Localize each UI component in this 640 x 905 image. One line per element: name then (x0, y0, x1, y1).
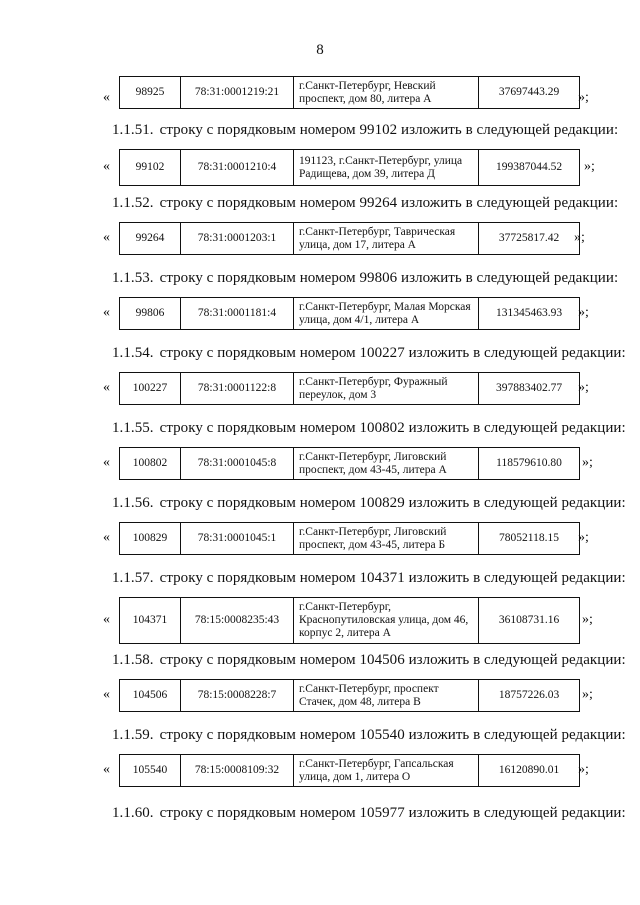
cadastral-number: 78:15:0008235:43 (181, 598, 294, 644)
record-table (119, 754, 580, 787)
record-value: 18757226.03 (479, 680, 580, 712)
record-value: 37697443.29 (479, 77, 580, 109)
item-text: строку с порядковым номером 99264 изложить в следующей редакции: (159, 195, 619, 211)
item-text: строку с порядковым номером 100802 изложить в следующей редакции: (159, 420, 626, 436)
record-table (119, 76, 580, 109)
close-quote: »; (574, 230, 585, 245)
open-quote: « (103, 687, 110, 702)
cadastral-number: 78:31:0001210:4 (181, 150, 294, 186)
close-quote: »; (582, 687, 593, 702)
section-heading (112, 652, 626, 669)
open-quote: « (103, 305, 110, 320)
record-table (119, 222, 580, 255)
item-text: строку с порядковым номером 105540 изложить в следующей редакции: (159, 727, 626, 743)
close-quote: »; (584, 159, 595, 174)
item-text: строку с порядковым номером 100227 изложить в следующей редакции: (159, 345, 626, 361)
record-address: г.Санкт-Петербург, Краснопутиловская улица, дом 46, корпус 2, литера А (294, 598, 479, 644)
open-quote: « (103, 159, 110, 174)
section-heading (112, 495, 626, 512)
record-number: 98925 (120, 77, 181, 109)
open-quote: « (103, 380, 110, 395)
section-heading (112, 270, 618, 287)
record-value: 36108731.16 (479, 598, 580, 644)
item-number: 1.1.58. (112, 652, 154, 668)
record-address: г.Санкт-Петербург, Фуражный переулок, дом 3 (294, 373, 479, 405)
record-number: 99264 (120, 223, 181, 255)
record-number: 100802 (120, 448, 181, 480)
record-value: 397883402.77 (479, 373, 580, 405)
item-number: 1.1.55. (112, 420, 154, 436)
section-heading (112, 727, 626, 744)
record-table (119, 297, 580, 330)
item-number: 1.1.59. (112, 727, 154, 743)
record-value: 37725817.42 (479, 223, 580, 255)
item-text: строку с порядковым номером 104371 изложить в следующей редакции: (159, 570, 626, 586)
open-quote: « (103, 612, 110, 627)
record-address: г.Санкт-Петербург, Малая Морская улица, дом 4/1, литера А (294, 298, 479, 330)
open-quote: « (103, 762, 110, 777)
record-value: 118579610.80 (479, 448, 580, 480)
item-number: 1.1.56. (112, 495, 154, 511)
record-value: 199387044.52 (479, 150, 580, 186)
item-text: строку с порядковым номером 105977 изложить в следующей редакции: (159, 805, 626, 821)
record-table (119, 149, 580, 186)
record-number: 105540 (120, 755, 181, 787)
item-text: строку с порядковым номером 100829 изложить в следующей редакции: (159, 495, 626, 511)
record-table (119, 447, 580, 480)
section-heading (112, 345, 626, 362)
record-address: г.Санкт-Петербург, Невский проспект, дом 80, литера А (294, 77, 479, 109)
section-heading (112, 420, 626, 437)
record-number: 104371 (120, 598, 181, 644)
close-quote: »; (582, 455, 593, 470)
cadastral-number: 78:31:0001045:8 (181, 448, 294, 480)
close-quote: »; (578, 90, 589, 105)
record-table (119, 679, 580, 712)
section-heading (112, 122, 618, 139)
cadastral-number: 78:31:0001203:1 (181, 223, 294, 255)
item-number: 1.1.60. (112, 805, 154, 821)
close-quote: »; (578, 530, 589, 545)
item-text: строку с порядковым номером 99806 изложить в следующей редакции: (159, 270, 619, 286)
item-text: строку с порядковым номером 99102 изложить в следующей редакции: (159, 122, 619, 138)
record-table (119, 372, 580, 405)
record-number: 100829 (120, 523, 181, 555)
section-heading (112, 805, 626, 822)
close-quote: »; (582, 612, 593, 627)
item-number: 1.1.54. (112, 345, 154, 361)
record-value: 131345463.93 (479, 298, 580, 330)
cadastral-number: 78:31:0001122:8 (181, 373, 294, 405)
cadastral-number: 78:31:0001219:21 (181, 77, 294, 109)
record-address: г.Санкт-Петербург, Лиговский проспект, дом 43-45, литера Б (294, 523, 479, 555)
record-number: 99102 (120, 150, 181, 186)
item-number: 1.1.53. (112, 270, 154, 286)
section-heading (112, 570, 626, 587)
section-heading (112, 195, 618, 212)
cadastral-number: 78:31:0001181:4 (181, 298, 294, 330)
item-number: 1.1.51. (112, 122, 154, 138)
record-number: 99806 (120, 298, 181, 330)
record-number: 104506 (120, 680, 181, 712)
close-quote: »; (578, 305, 589, 320)
record-address: г.Санкт-Петербург, проспект Стачек, дом 48, литера В (294, 680, 479, 712)
cadastral-number: 78:15:0008228:7 (181, 680, 294, 712)
record-address: г.Санкт-Петербург, Лиговский проспект, дом 43-45, литера А (294, 448, 479, 480)
record-table (119, 597, 580, 644)
page-number: 8 (316, 42, 324, 58)
cadastral-number: 78:31:0001045:1 (181, 523, 294, 555)
open-quote: « (103, 455, 110, 470)
open-quote: « (103, 530, 110, 545)
record-table (119, 522, 580, 555)
record-number: 100227 (120, 373, 181, 405)
record-value: 16120890.01 (479, 755, 580, 787)
record-address: г.Санкт-Петербург, Таврическая улица, дом 17, литера А (294, 223, 479, 255)
close-quote: »; (578, 380, 589, 395)
cadastral-number: 78:15:0008109:32 (181, 755, 294, 787)
record-value: 78052118.15 (479, 523, 580, 555)
item-number: 1.1.52. (112, 195, 154, 211)
record-address: г.Санкт-Петербург, Гапсальская улица, дом 1, литера О (294, 755, 479, 787)
item-text: строку с порядковым номером 104506 изложить в следующей редакции: (159, 652, 626, 668)
record-address: 191123, г.Санкт-Петербург, улица Радищева, дом 39, литера Д (294, 150, 479, 186)
open-quote: « (103, 230, 110, 245)
open-quote: « (103, 90, 110, 105)
item-number: 1.1.57. (112, 570, 154, 586)
close-quote: »; (578, 762, 589, 777)
